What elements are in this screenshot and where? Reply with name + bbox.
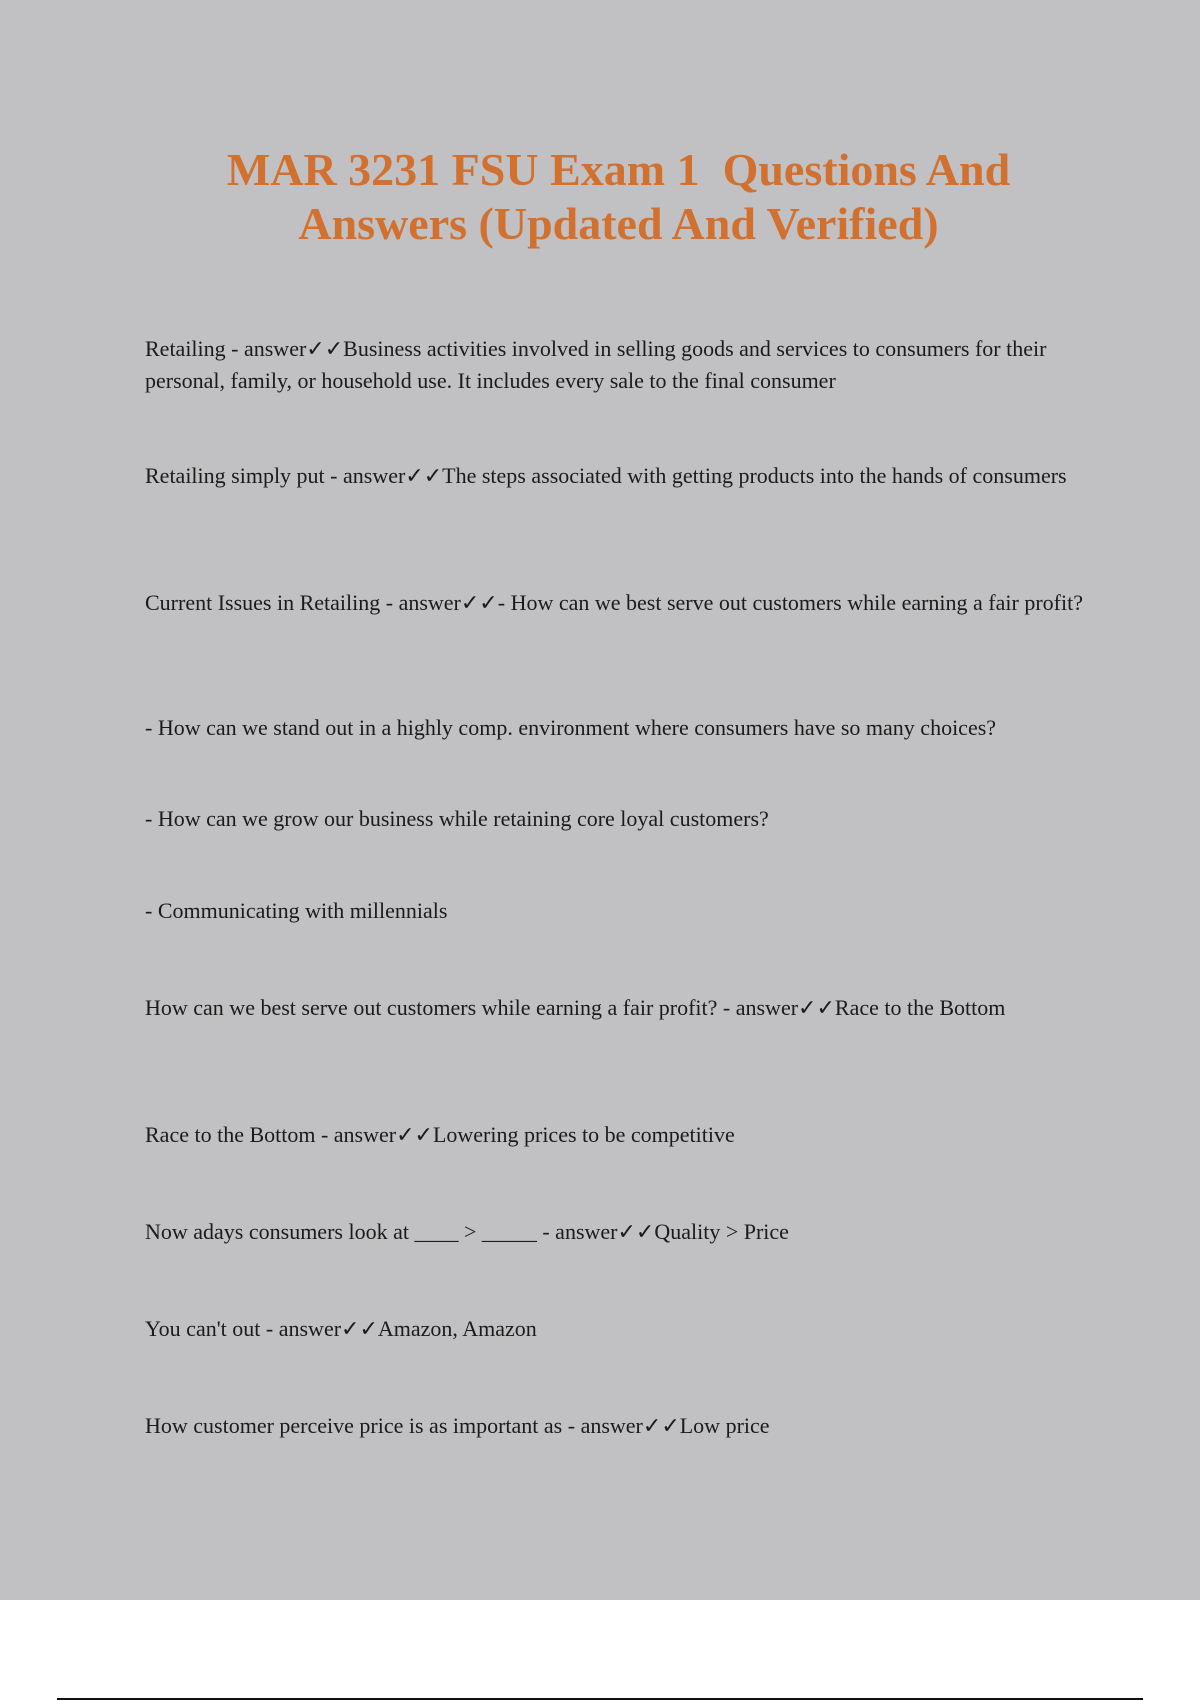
qa-entry-amazon: You can't out - answer✓✓Amazon, Amazon bbox=[145, 1316, 537, 1341]
qa-entry-perceive-price: How customer perceive price is as important as - answer✓✓Low price bbox=[145, 1413, 770, 1438]
qa-entry-bullet-stand-out: - How can we stand out in a highly comp. environment where consumers have so many choices? bbox=[145, 715, 997, 740]
title-line-1: MAR 3231 FSU Exam 1 Questions And bbox=[226, 144, 1011, 195]
page-title bbox=[0, 143, 1200, 251]
qa-entry-serve-customers: How can we best serve out customers while earning a fair profit? - answer✓✓Race to the Bottom bbox=[145, 995, 1006, 1020]
qa-entry-bullet-millennials: - Communicating with millennials bbox=[145, 898, 448, 923]
qa-entry-race-to-bottom: Race to the Bottom - answer✓✓Lowering prices to be competitive bbox=[145, 1122, 735, 1147]
title-line-2: Answers (Updated And Verified) bbox=[298, 198, 939, 249]
qa-entry-current-issues: Current Issues in Retailing - answer✓✓- How can we best serve out customers while earning a fair profit? bbox=[145, 590, 1083, 615]
qa-entry-retailing: Retailing - answer✓✓Business activities involved in selling goods and services to consumers for their personal, family, or household use. It includes every sale to the final consumer bbox=[145, 336, 1052, 393]
qa-entry-bullet-grow-business: - How can we grow our business while retaining core loyal customers? bbox=[145, 806, 769, 831]
qa-entry-quality-price: Now adays consumers look at ____ > _____ - answer✓✓Quality > Price bbox=[145, 1219, 789, 1244]
qa-entry-retailing-simply-put: Retailing simply put - answer✓✓The steps associated with getting products into the hands of consumers bbox=[145, 463, 1067, 488]
